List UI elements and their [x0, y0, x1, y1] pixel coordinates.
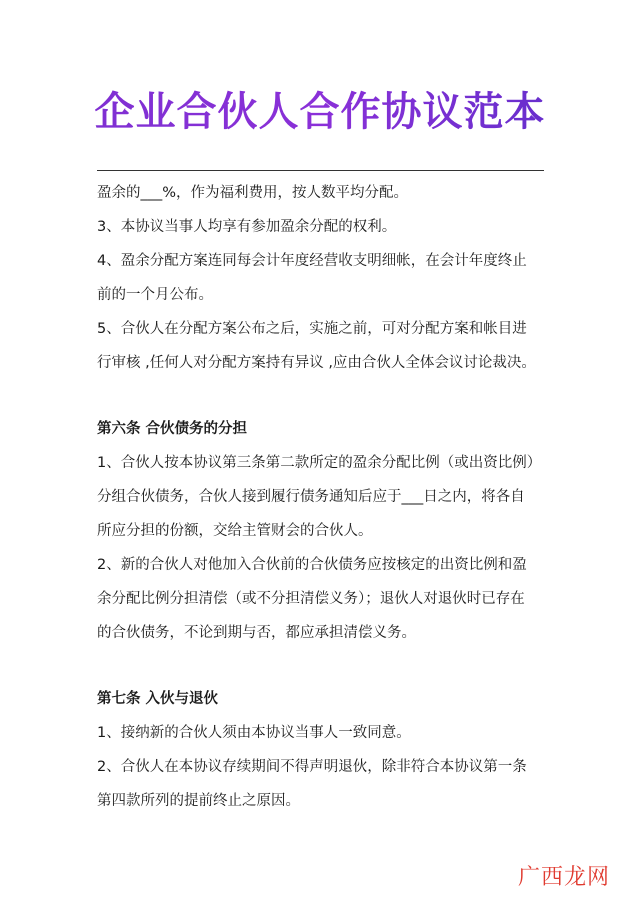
section-6-line: 余分配比例分担清偿（或不分担清偿义务）；退伙人对退伙时已存在: [97, 591, 525, 607]
document-body: [97, 176, 547, 818]
section-6-line: 2、新的合伙人对他加入合伙前的合伙债务应按核定的出资比例和盈: [97, 557, 527, 573]
section-6-line: 的合伙债务，不论到期与否，都应承担清偿义务。: [97, 625, 416, 641]
body-line: 5、合伙人在分配方案公布之后，实施之前，可对分配方案和帐目进: [97, 321, 527, 337]
section-6-line: 分组合伙债务，合伙人接到履行债务通知后应于___日之内，将各自: [97, 489, 525, 505]
document-title: 企业合伙人合作协议范本: [0, 86, 640, 138]
section-7-line: 第四款所列的提前终止之原因。: [97, 793, 300, 809]
section-7-line: 1、接纳新的合伙人须由本协议当事人一致同意。: [97, 725, 411, 741]
section-6-line: 1、合伙人按本协议第三条第二款所定的盈余分配比例（或出资比例）: [97, 455, 542, 471]
title-divider: [97, 170, 544, 171]
body-line: 前的一个月公布。: [97, 287, 213, 303]
body-line: 盈余的___%，作为福利费用，按人数平均分配。: [97, 185, 409, 201]
body-line: 行审核 ,任何人对分配方案持有异议 ,应由合伙人全体会议讨论裁决。: [97, 355, 536, 371]
section-6-heading: 第六条 合伙债务的分担: [97, 421, 248, 437]
section-7-heading: 第七条 入伙与退伙: [97, 691, 219, 707]
section-7-line: 2、合伙人在本协议存续期间不得声明退伙，除非符合本协议第一条: [97, 759, 527, 775]
site-watermark: 广西龙网: [517, 865, 610, 890]
body-line: 3、本协议当事人均享有参加盈余分配的权利。: [97, 219, 397, 235]
section-6-line: 所应分担的份额，交给主管财会的合伙人。: [97, 523, 373, 539]
body-line: 4、盈余分配方案连同每会计年度经营收支明细帐，在会计年度终止: [97, 253, 527, 269]
